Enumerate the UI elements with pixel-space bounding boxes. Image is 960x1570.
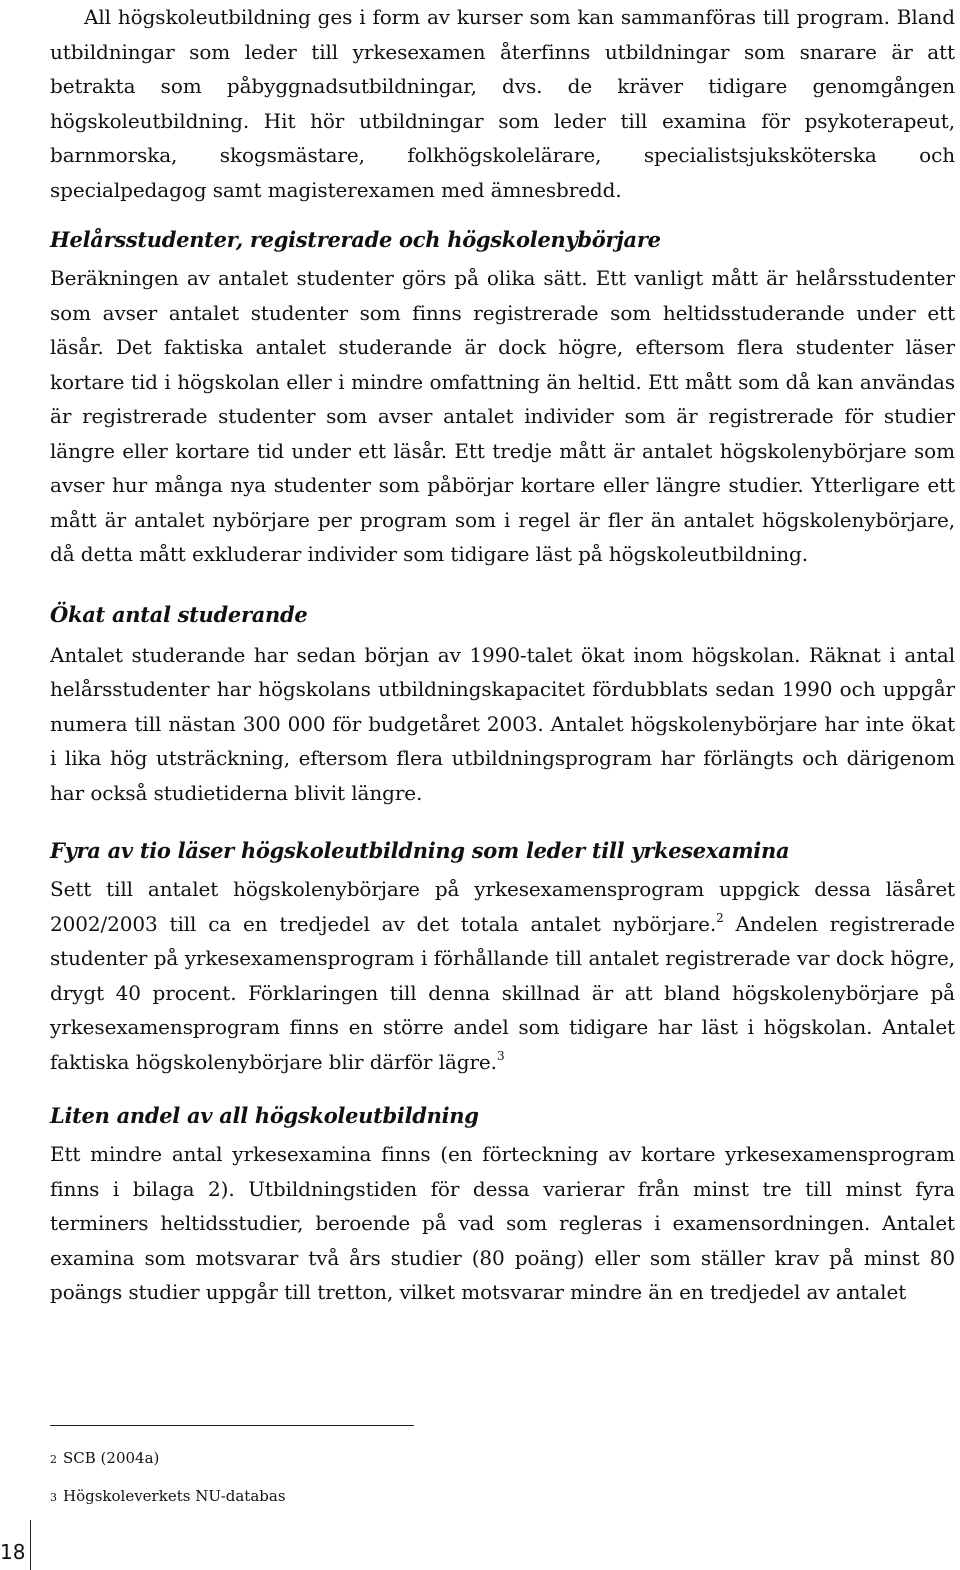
footnote-3 — [50, 1486, 286, 1508]
paragraph-students: Beräkningen av antalet studenter görs på olika sätt. Ett vanligt mått är helårsstudenter som avser antalet studenter som finns registrerade som heltidsstuderande under ett läsår. Det faktiska antalet studerande är dock högre, eftersom flera studenter läser kortare tid i högskolan eller i mindre omfattning än heltid. Ett mått som då kan användas är registrerade studenter som avser antalet individer som är registrerade för studier längre eller kortare tid under ett läsår. Ett tredje mått är antalet högskolenybörjare som avser hur många nya studenter som påbörjar kortare eller längre studier. Ytterligare ett mått är antalet nybörjare per program som i regel är fler än antalet högskolenybörjare, då detta mått exkluderar individer som tidigare läst på högskoleutbildning. — [50, 266, 955, 566]
page-number-divider — [30, 1520, 31, 1570]
footnote-2-mark: 2 — [50, 1453, 57, 1466]
heading-four-of-ten: Fyra av tio läser högskoleutbildning som leder till yrkesexamina — [50, 838, 790, 863]
paragraph-increase: Antalet studerande har sedan början av 1990-talet ökat inom högskolan. Räknat i antal helårsstudenter har högskolans utbildningskapacitet fördubblats sedan 1990 och uppgår numera till nästan 300 000 för budgetåret 2003. Antalet högskolenybörjare har inte ökat i lika hög utsträckning, eftersom flera utbildningsprogram har förlängts och därigenom har också studietiderna blivit längre. — [50, 642, 955, 805]
footnote-2-text: SCB (2004a) — [63, 1449, 160, 1467]
footnote-divider — [50, 1425, 414, 1426]
paragraph-four-of-ten-part-a: Sett till antalet högskolenybörjare på yrkesexamensprogram uppgick dessa läsåret 2002/2003 till ca en tredjedel av det totala antalet nybörjare. — [50, 877, 955, 936]
paragraph-small-share: Ett mindre antal yrkesexamina finns (en förteckning av kortare yrkesexamensprogram finns i bilaga 2). Utbildningstiden för dessa varierar från minst tre till minst fyra terminers heltidsstudier, beroende på vad som regleras i examensordningen. Antalet examina som motsvarar två års studier (80 poäng) eller som ställer krav på minst 80 poängs studier uppgår till tretton, vilket motsvarar mindre än en tredjedel av antalet — [50, 1142, 955, 1304]
footnote-2 — [50, 1448, 159, 1470]
footnote-3-text: Högskoleverkets NU-databas — [63, 1487, 286, 1505]
heading-small-share: Liten andel av all högskoleutbildning — [50, 1103, 479, 1128]
paragraph-intro: All högskoleutbildning ges i form av kurser som kan sammanföras till program. Bland utbildningar som leder till yrkesexamen återfinns utbildningar som snarare är att betrakta som påbyggnadsutbildningar, dvs. de kräver tidigare genomgången högskoleutbildning. Hit hör utbildningar som leder till examina för psykoterapeut, barnmorska, skogsmästare, folkhögskolelärare, specialistsjuksköterska och specialpedagog samt magisterexamen med ämnesbredd. — [50, 5, 955, 202]
page-number: 18 — [0, 1540, 26, 1564]
paragraph-four-of-ten — [50, 872, 955, 1079]
footnote-ref-2[interactable]: 2 — [716, 910, 724, 925]
document-body — [50, 0, 955, 1310]
paragraph-four-of-ten-part-b: Andelen registrerade studenter på yrkesexamensprogram i förhållande till antalet registrerade var dock högre, drygt 40 procent. Förklaringen till denna skillnad är att bland högskolenybörjare på yrkesexamensprogram finns en större andel som tidigare har läst i högskolan. Antalet faktiska högskolenybörjare blir därför lägre. — [50, 911, 955, 1074]
footnote-3-mark: 3 — [50, 1491, 57, 1504]
heading-increase: Ökat antal studerande — [50, 601, 308, 627]
footnote-ref-3[interactable]: 3 — [496, 1048, 505, 1063]
heading-students: Helårsstudenter, registrerade och högskolenybörjare — [50, 227, 661, 252]
